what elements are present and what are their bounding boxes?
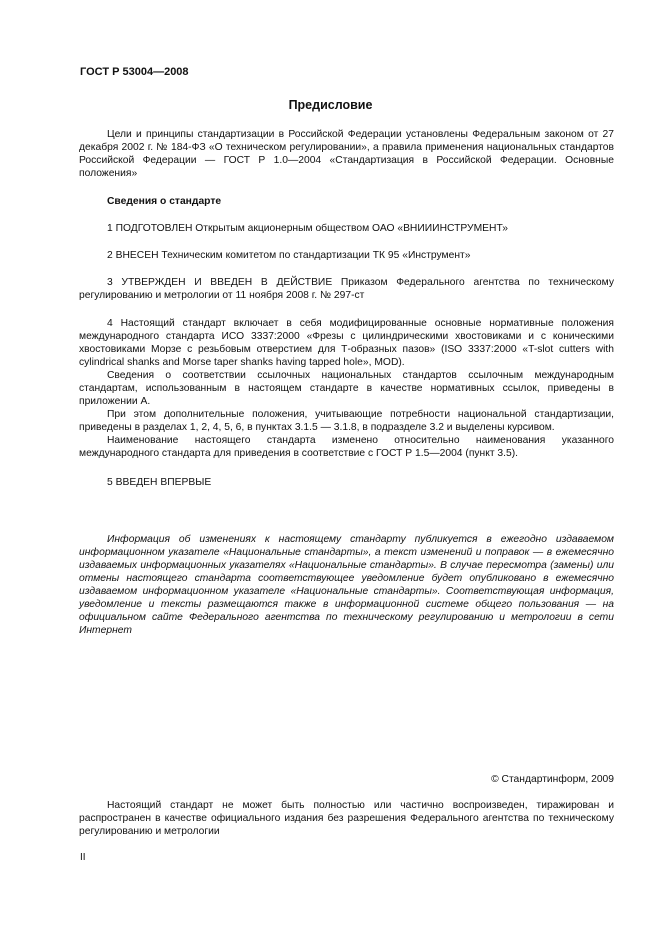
item-3-text: 3 УТВЕРЖДЕН И ВВЕДЕН В ДЕЙСТВИЕ Приказом Федерального агентства по техническому регулированию и метрологии от 11 ноября 2008 г. № 297-ст (79, 277, 614, 301)
reproduction-text: Настоящий стандарт не может быть полностью или частично воспроизведен, тиражирован и распространен в качестве официального издания без разрешения Федерального агентства по техническому регулированию и метрологии (79, 800, 614, 837)
copyright: © Стандартинформ, 2009 (491, 774, 614, 785)
document-header: ГОСТ Р 53004—2008 (80, 66, 189, 78)
notice-text: Информация об изменениях к настоящему стандарту публикуется в ежегодно издаваемом информационном указателе «Национальные стандарты», а текст изменений и поправок — в ежемесячно издаваемых информационных указателях «Национальные стандарты». В случае пересмотра (замены) или отмены настоящего стандарта соответствующее уведомление будет опубликовано в ежемесячно издаваемом информационном указателе «Национальные стандарты». Соответствующая информация, уведомление и тексты размещаются также в информационной системе общего пользования — на официальном сайте Федерального агентства по техническому регулированию и метрологии в сети Интернет (79, 534, 614, 636)
page-title: Предисловие (288, 98, 373, 112)
intro-text: Цели и принципы стандартизации в Российской Федерации установлены Федеральным законом от 27 декабря 2002 г. № 184-ФЗ «О техническом регулировании», а правила применения национальных стандартов Российской Федерации — ГОСТ Р 1.0—2004 «Стандартизация в Российской Федерации. Основные положения» (79, 129, 614, 179)
item-1: 1 ПОДГОТОВЛЕН Открытым акционерным обществом ОАО «ВНИИИНСТРУМЕНТ» (107, 223, 509, 234)
item-4-p1: 4 Настоящий стандарт включает в себя модифицированные основные нормативные положения международного стандарта ИСО 3337:2000 «Фрезы с цилиндрическими хвостовиками и с коническими хвостовиками Морзе с резьбовым отверстием для Т-образных пазов» (ISO 3337:2000 «T-slot cutters with cylindrical shanks and Morse taper shanks having tapped hole», MOD). (79, 318, 614, 368)
page-number: II (80, 852, 86, 863)
item-4-p4: Наименование настоящего стандарта изменено относительно наименования указанного международного стандарта для приведения в соответствие с ГОСТ Р 1.5—2004 (пункт 3.5). (79, 435, 614, 459)
item-4-p3: При этом дополнительные положения, учитывающие потребности национальной стандартизации, приведены в разделах 1, 2, 4, 5, 6, в пунктах 3.1.5 — 3.1.8, в подразделе 3.2 и выделены курсивом. (79, 409, 614, 433)
item-4 (79, 317, 614, 460)
intro-paragraph (79, 128, 614, 180)
item-2: 2 ВНЕСЕН Техническим комитетом по стандартизации ТК 95 «Инструмент» (107, 250, 471, 261)
item-3 (79, 276, 614, 302)
reproduction-notice (79, 799, 614, 838)
section-heading: Сведения о стандарте (107, 196, 222, 207)
item-4-p2: Сведения о соответствии ссылочных национальных стандартов ссылочным международным стандартам, использованным в настоящем стандарте в качестве нормативных ссылок, приведены в приложении А. (79, 370, 614, 407)
item-5: 5 ВВЕДЕН ВПЕРВЫЕ (107, 477, 212, 488)
notice-block (79, 533, 614, 637)
